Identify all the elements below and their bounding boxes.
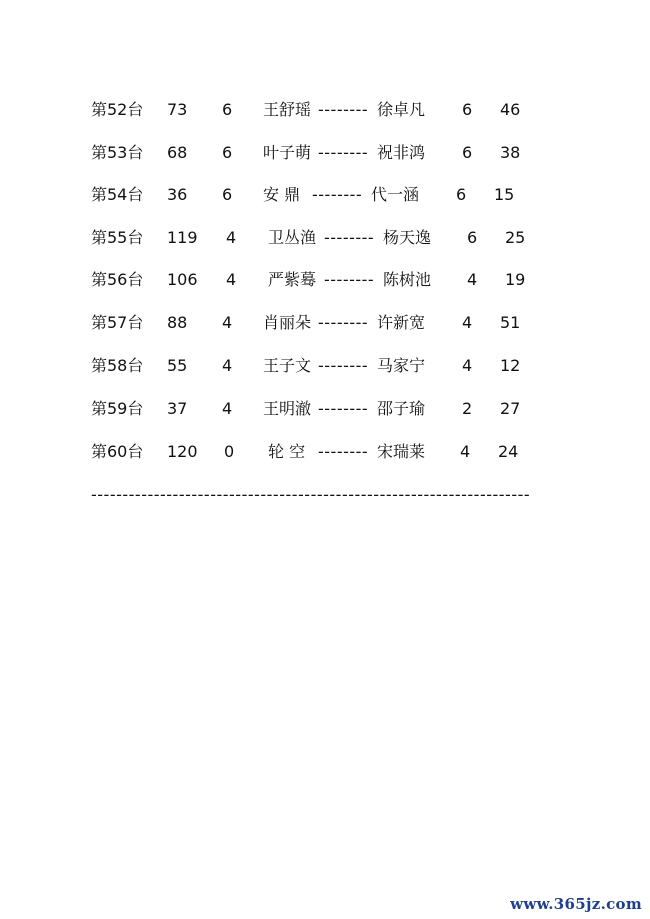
- player1-number: 120: [167, 442, 198, 461]
- vs-separator: --------: [318, 399, 369, 418]
- player2-number: 51: [500, 313, 521, 332]
- player1-number: 36: [167, 185, 188, 204]
- player2-number: 19: [505, 270, 526, 289]
- player2-name: 陈树池: [383, 270, 432, 289]
- player2-number: 12: [500, 356, 521, 375]
- vs-separator: --------: [318, 100, 369, 119]
- player1-name: 肖丽朵: [263, 313, 312, 332]
- table-number: 第58台: [91, 356, 144, 375]
- player1-number: 106: [167, 270, 198, 289]
- table-number: 第53台: [91, 143, 144, 162]
- player2-name: 邵子瑜: [377, 399, 426, 418]
- player1-score: 4: [226, 228, 237, 247]
- player2-score: 6: [462, 100, 473, 119]
- player1-number: 88: [167, 313, 188, 332]
- player1-name: 王明澈: [263, 399, 312, 418]
- player2-name: 代一涵: [371, 185, 420, 204]
- player2-name: 杨天逸: [383, 228, 432, 247]
- player2-score: 4: [462, 356, 473, 375]
- vs-separator: --------: [318, 143, 369, 162]
- player1-score: 4: [222, 399, 233, 418]
- player1-name: 王舒瑶: [263, 100, 312, 119]
- pairing-row: [0, 354, 650, 378]
- player1-number: 68: [167, 143, 188, 162]
- pairing-row: [0, 268, 650, 292]
- player1-score: 6: [222, 185, 233, 204]
- player2-score: 2: [462, 399, 473, 418]
- table-number: 第57台: [91, 313, 144, 332]
- player1-number: 73: [167, 100, 188, 119]
- player2-number: 27: [500, 399, 521, 418]
- player2-score: 6: [467, 228, 478, 247]
- player1-score: 6: [222, 100, 233, 119]
- pairing-row: [0, 397, 650, 421]
- pairing-row: [0, 311, 650, 335]
- table-number: 第55台: [91, 228, 144, 247]
- player1-name: 叶子萌: [263, 143, 312, 162]
- player1-score: 4: [226, 270, 237, 289]
- player2-number: 46: [500, 100, 521, 119]
- player1-name: 王子文: [263, 356, 312, 375]
- player1-number: 119: [167, 228, 198, 247]
- site-watermark: www.365jz.com: [510, 895, 642, 913]
- player2-name: 徐卓凡: [377, 100, 426, 119]
- table-number: 第56台: [91, 270, 144, 289]
- player2-number: 24: [498, 442, 519, 461]
- dashed-divider: ----------------------------------------------------------------------: [91, 485, 531, 504]
- vs-separator: --------: [318, 442, 369, 461]
- player1-name: 卫丛渔: [268, 228, 317, 247]
- pairing-row: [0, 141, 650, 165]
- player1-name: 轮 空: [268, 442, 306, 461]
- player2-name: 祝非鸿: [377, 143, 426, 162]
- player2-score: 6: [456, 185, 467, 204]
- player1-score: 4: [222, 356, 233, 375]
- vs-separator: --------: [318, 313, 369, 332]
- player1-score: 0: [224, 442, 235, 461]
- player2-name: 许新宽: [377, 313, 426, 332]
- player1-score: 4: [222, 313, 233, 332]
- table-number: 第59台: [91, 399, 144, 418]
- player2-number: 38: [500, 143, 521, 162]
- player2-number: 25: [505, 228, 526, 247]
- player2-score: 4: [462, 313, 473, 332]
- player2-score: 4: [460, 442, 471, 461]
- player2-score: 4: [467, 270, 478, 289]
- player2-number: 15: [494, 185, 515, 204]
- table-number: 第54台: [91, 185, 144, 204]
- table-number: 第52台: [91, 100, 144, 119]
- vs-separator: --------: [324, 270, 375, 289]
- pairing-row: [0, 183, 650, 207]
- player1-score: 6: [222, 143, 233, 162]
- player2-name: 马家宁: [377, 356, 426, 375]
- pairing-row: [0, 98, 650, 122]
- table-number: 第60台: [91, 442, 144, 461]
- pairing-row: [0, 226, 650, 250]
- vs-separator: --------: [312, 185, 363, 204]
- player1-number: 37: [167, 399, 188, 418]
- player1-number: 55: [167, 356, 188, 375]
- pairing-row: [0, 440, 650, 464]
- player1-name: 安 鼎: [263, 185, 301, 204]
- vs-separator: --------: [318, 356, 369, 375]
- vs-separator: --------: [324, 228, 375, 247]
- player2-score: 6: [462, 143, 473, 162]
- player1-name: 严紫蓦: [268, 270, 317, 289]
- player2-name: 宋瑞莱: [377, 442, 426, 461]
